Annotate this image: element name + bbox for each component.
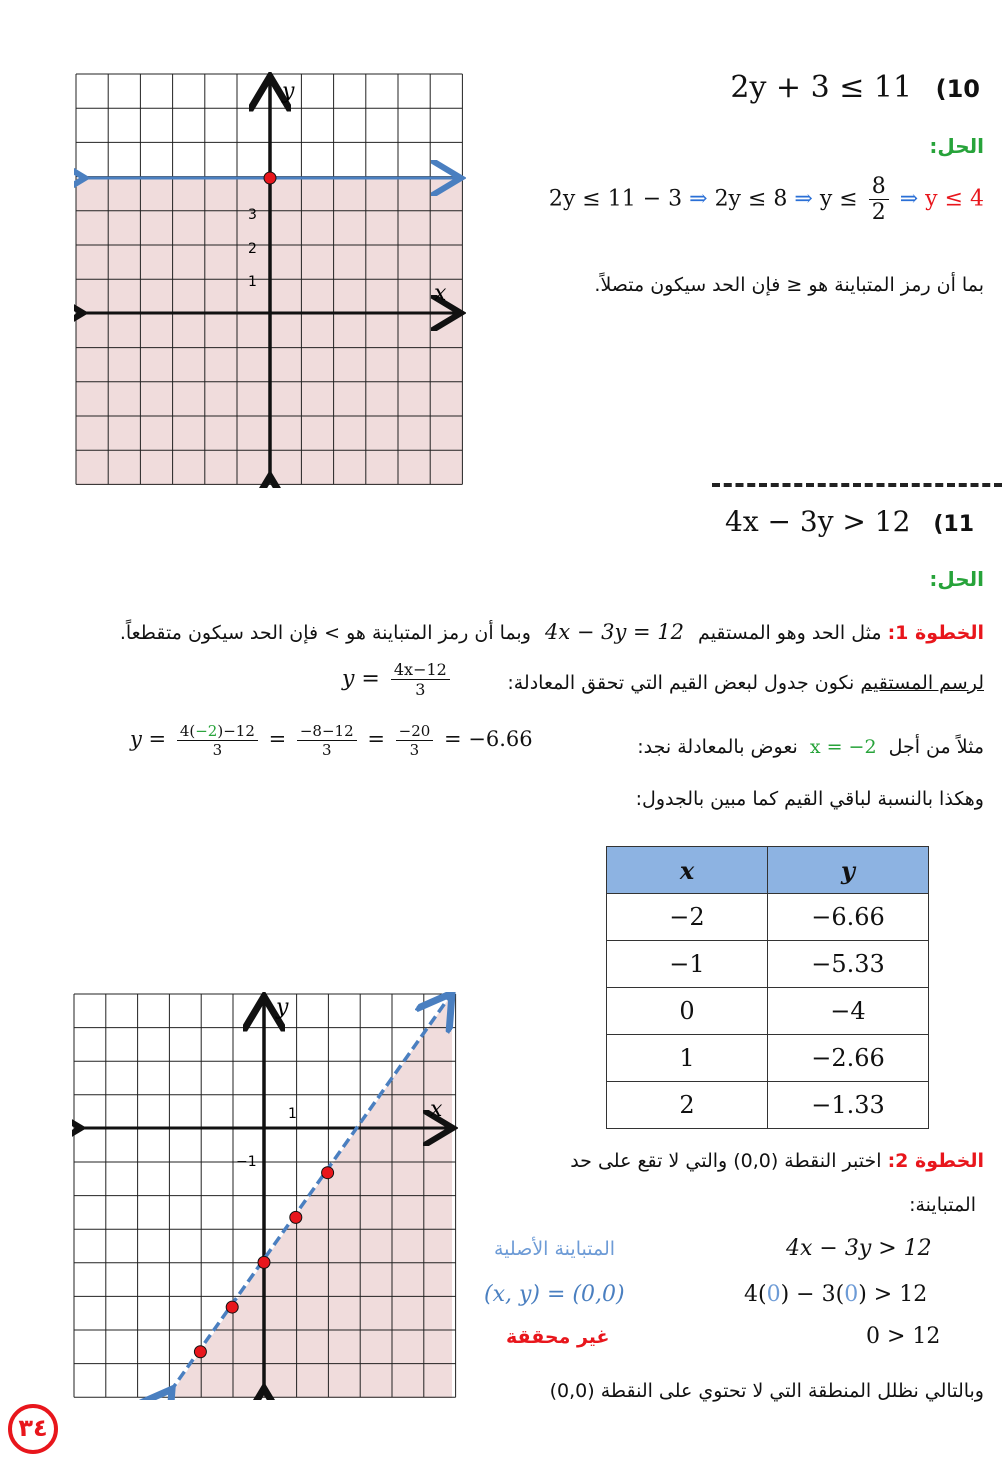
fraction-denominator: 3 (321, 741, 332, 759)
tick-3: 3 (248, 207, 257, 223)
section-separator (712, 483, 1002, 487)
equation-fraction (391, 660, 450, 699)
fraction-denominator: 3 (212, 741, 223, 759)
line-equation (342, 660, 454, 699)
table-cell-y: −5.33 (768, 941, 929, 988)
solution-steps-10 (549, 174, 984, 225)
implies-arrow: ⇒ (794, 186, 813, 212)
solution-label-10: الحل: (929, 134, 984, 158)
table-header-x: x (607, 847, 768, 894)
x-axis-label: x (430, 1097, 443, 1122)
fraction-numerator: 4x−12 (391, 660, 450, 680)
problem-11-inequality (725, 505, 974, 538)
step-result: y ≤ 4 (925, 186, 984, 212)
table-point (290, 1211, 302, 1223)
inequality-11: 4x − 3y > 12 (725, 505, 911, 538)
graph-10 (74, 72, 466, 488)
check-part: ) − 3( (780, 1282, 845, 1307)
table-intro-line (507, 672, 984, 694)
calc-lhs: y = (130, 727, 167, 751)
step1-text-b: وبما أن رمز المتباينة هو > فإن الحد سيكون متقطعاً. (119, 622, 531, 644)
table-header-row (607, 847, 929, 894)
table-cell-y: −4 (768, 988, 929, 1035)
equals: = (268, 727, 287, 751)
table-caption: وهكذا بالنسبة لباقي القيم كما مبين بالجدول: (635, 788, 984, 810)
tick-x-1: 1 (288, 1106, 297, 1122)
table-cell-y: −1.33 (768, 1082, 929, 1129)
page-number (8, 1404, 58, 1454)
table-cell-x: −2 (607, 894, 768, 941)
check-zero: 0 (844, 1282, 859, 1307)
table-cell-x: 1 (607, 1035, 768, 1082)
calc-fraction-2 (297, 722, 357, 759)
table-intro-underlined: لرسم المستقيم (860, 672, 984, 694)
table-cell-y: −2.66 (768, 1035, 929, 1082)
fraction-denominator: 3 (409, 741, 420, 759)
table-cell-x: 2 (607, 1082, 768, 1129)
check-label-2: (x, y) = (0,0) (484, 1282, 625, 1307)
tick-y-minus-1: −1 (236, 1154, 257, 1170)
step1-label: الخطوة 1: (887, 622, 984, 644)
graph-11 (72, 992, 458, 1400)
num-part: 4( (179, 722, 196, 740)
inequality-10: 2y + 3 ≤ 11 (730, 70, 913, 105)
problem-10-inequality (730, 70, 980, 105)
num-part: )−12 (217, 722, 255, 740)
table-point (258, 1256, 270, 1268)
fraction-numerator (177, 722, 258, 741)
implies-arrow: ⇒ (899, 186, 919, 212)
table-row (607, 988, 929, 1035)
table-point (226, 1301, 238, 1313)
check-label-1: المتباينة الأصلية (494, 1238, 616, 1260)
fraction-numerator: −8−12 (297, 722, 357, 741)
note-10: بما أن رمز المتباينة هو ≤ فإن الحد سيكون متصلاً. (594, 274, 984, 296)
step-c: y ≤ (819, 186, 858, 212)
step1-line (120, 620, 984, 644)
solution-label-11: الحل: (929, 567, 984, 591)
values-table (606, 846, 929, 1129)
table-point (194, 1346, 206, 1358)
implies-arrow: ⇒ (689, 186, 708, 212)
example-line (637, 736, 984, 758)
calc-fraction-1 (177, 722, 258, 759)
check-line-3: 0 > 12 (866, 1324, 941, 1349)
x-axis-label: x (434, 281, 447, 306)
step2-line (570, 1150, 984, 1172)
equation-lhs: y = (342, 666, 380, 692)
table-header-y: y (768, 847, 929, 894)
check-label-3: غير محققة (506, 1326, 610, 1348)
step-b: 2y ≤ 8 (714, 186, 788, 212)
problem-number-11: (11 (933, 512, 974, 537)
table-row (607, 1035, 929, 1082)
table-cell-y: −6.66 (768, 894, 929, 941)
table-row (607, 894, 929, 941)
table-point (322, 1167, 334, 1179)
example-text-a: مثلاً من أجل (888, 736, 984, 758)
fraction-denominator: 2 (871, 200, 886, 225)
y-axis-label: y (276, 995, 289, 1020)
tick-2: 2 (248, 241, 257, 257)
check-line-2 (744, 1282, 927, 1307)
step2-text2: المتباينة: (909, 1194, 976, 1216)
check-line-1: 4x − 3y > 12 (786, 1236, 932, 1261)
example-x: x = −2 (809, 736, 877, 758)
check-part: 4( (744, 1282, 767, 1307)
step1-text-a: مثل الحد وهو المستقيم (698, 622, 882, 644)
fraction-numerator: 8 (869, 174, 889, 200)
fraction-8-2 (869, 174, 889, 225)
page-number-text: ٣٤ (18, 1414, 48, 1442)
substitution-calc (130, 722, 533, 759)
calc-result: = −6.66 (443, 727, 533, 751)
table-row (607, 1082, 929, 1129)
table-row (607, 941, 929, 988)
tick-1: 1 (248, 274, 257, 290)
calc-fraction-3 (396, 722, 434, 759)
fraction-numerator: −20 (396, 722, 434, 741)
step2-label: الخطوة 2: (887, 1150, 984, 1172)
check-part: ) > 12 (858, 1282, 928, 1307)
step1-equation: 4x − 3y = 12 (544, 620, 684, 644)
boundary-point (264, 172, 276, 184)
table-cell-x: −1 (607, 941, 768, 988)
conclusion-11: وبالتالي نظلل المنطقة التي لا تحتوي على النقطة (0,0) (549, 1380, 984, 1402)
fraction-denominator: 3 (415, 680, 426, 699)
problem-number-10: (10 (935, 75, 980, 103)
equals: = (367, 727, 385, 751)
num-value: −2 (195, 722, 218, 740)
example-text-b: نعوض بالمعادلة نجد: (637, 736, 798, 758)
check-zero: 0 (766, 1282, 781, 1307)
table-cell-x: 0 (607, 988, 768, 1035)
step-a: 2y ≤ 11 − 3 (548, 186, 683, 212)
table-intro-rest: نكون جدول لبعض القيم التي تحقق المعادلة: (507, 672, 855, 694)
step2-text: اختبر النقطة (0,0) والتي لا تقع على حد (570, 1150, 882, 1172)
y-axis-label: y (282, 79, 295, 104)
